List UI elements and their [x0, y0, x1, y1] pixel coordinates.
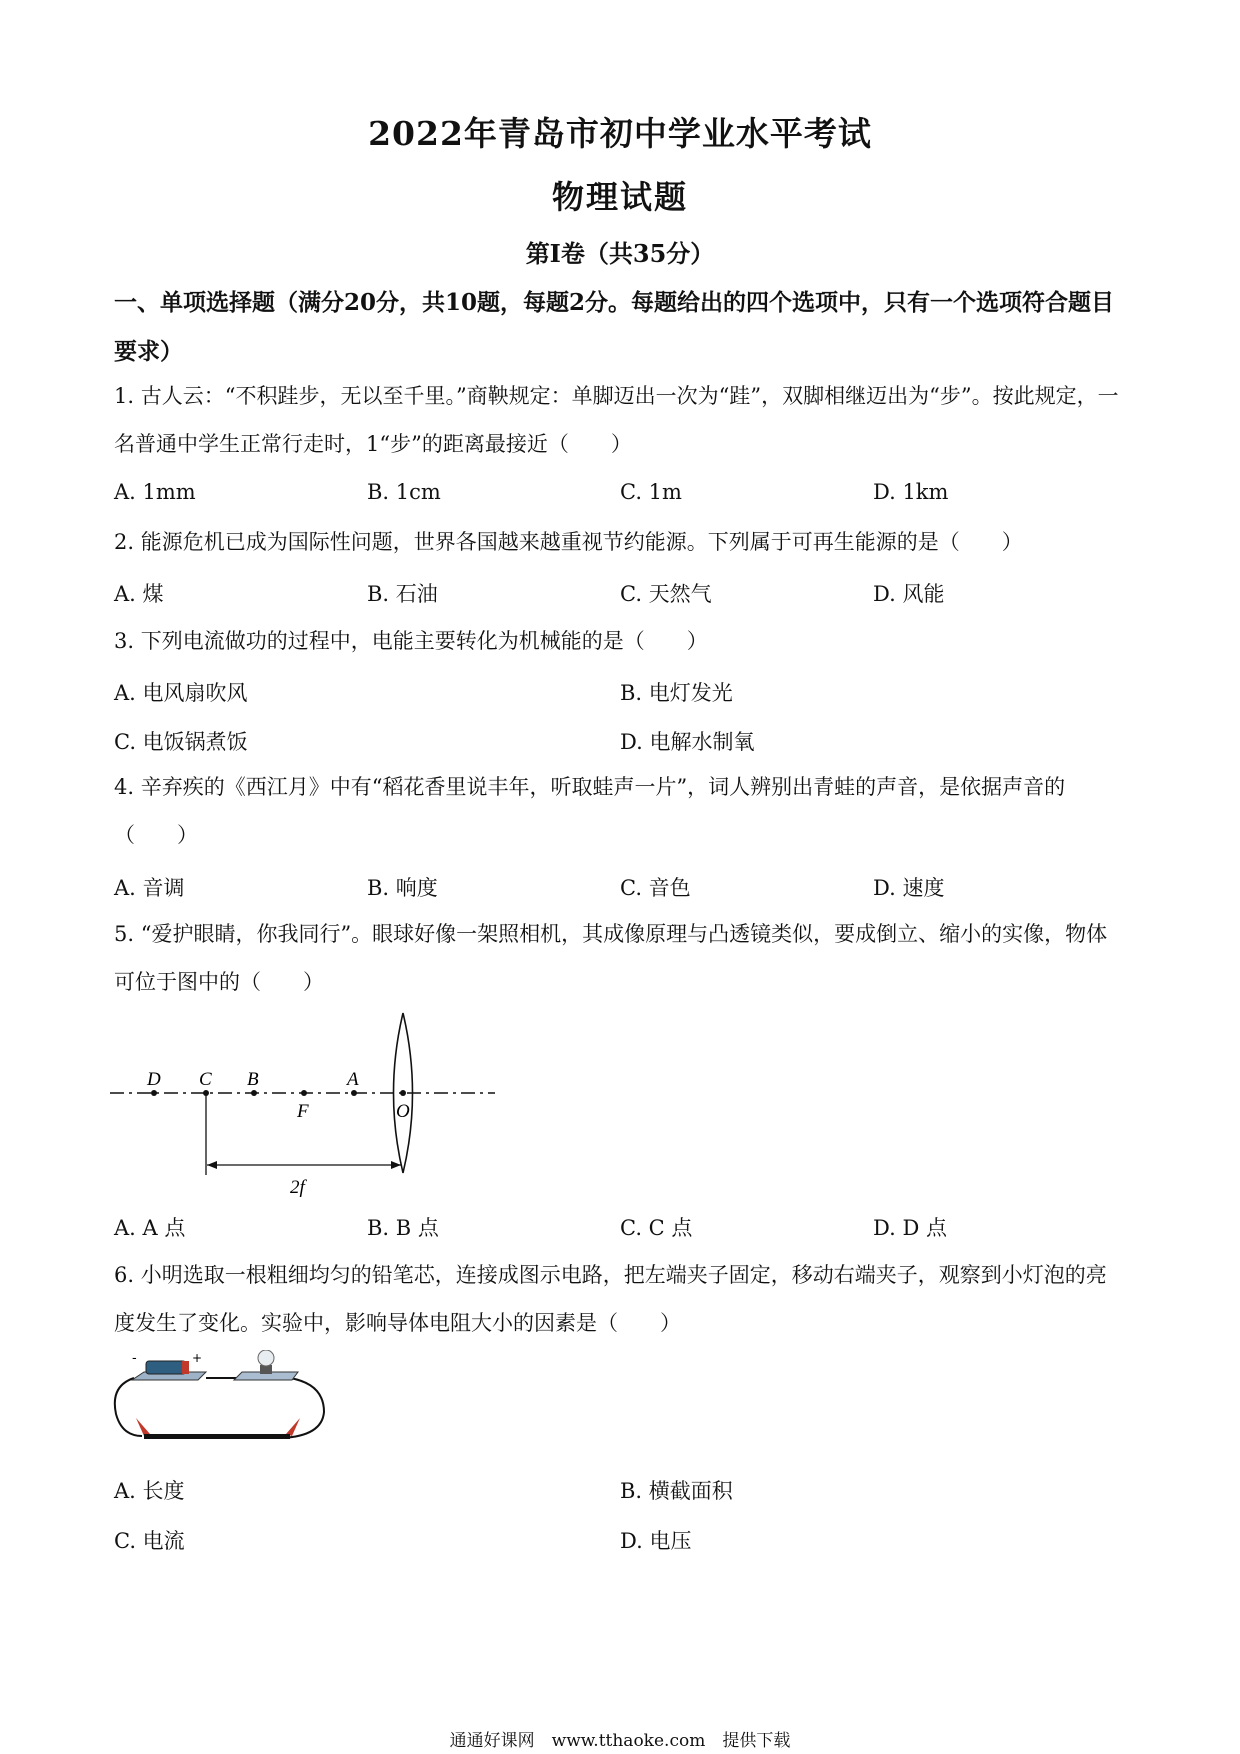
label-d: D — [147, 1069, 161, 1090]
option-a: A. 1mm — [114, 480, 196, 504]
question-5-stem: 5. “爱护眼睛，你我同行”。眼球好像一架照相机，其成像原理与凸透镜类似，要成倒立、缩小的实像，物体可位于图中的（ ） — [114, 922, 1108, 994]
point-o — [400, 1090, 406, 1096]
question-3-options-row1 — [114, 677, 1124, 717]
option-b: B. B 点 — [367, 1216, 439, 1240]
question-4-stem: 4. 辛弃疾的《西江月》中有“稻花香里说丰年，听取蛙声一片”，词人辨别出青蛙的声音，是依据声音的（ ） — [114, 775, 1066, 847]
left-wire — [115, 1378, 142, 1436]
footer-watermark: 通通好课网 www.tthaoke.com 提供下载 — [449, 1731, 791, 1751]
option-a: A. 煤 — [114, 582, 164, 606]
option-d: D. 电压 — [620, 1529, 692, 1553]
question-6-options-row2 — [114, 1525, 1124, 1565]
option-c: C. 电流 — [114, 1529, 185, 1553]
question-6-options-row1 — [114, 1475, 1124, 1515]
question-2-options — [114, 578, 1124, 618]
option-c: C. C 点 — [620, 1216, 693, 1240]
option-b: B. 横截面积 — [620, 1479, 733, 1503]
question-6-stem: 6. 小明选取一根粗细均匀的铅笔芯，连接成图示电路，把左端夹子固定，移动右端夹子，观察到小灯泡的亮度发生了变化。实验中，影响导体电阻大小的因素是（ ） — [114, 1263, 1107, 1335]
question-3-stem: 3. 下列电流做功的过程中，电能主要转化为机械能的是（ ） — [114, 629, 708, 653]
question-3-options-row2 — [114, 726, 1124, 766]
section-heading: 一、单项选择题（满分20分，共10题，每题2分。每题给出的四个选项中，只有一个选项符合题目要求） — [114, 289, 1115, 365]
option-b: B. 响度 — [367, 876, 438, 900]
bulb-icon — [258, 1350, 274, 1366]
option-a: A. A 点 — [114, 1216, 186, 1240]
battery-cell — [146, 1361, 186, 1374]
label-f: F — [297, 1101, 309, 1122]
label-c: C — [199, 1069, 212, 1090]
pencil-lead-circuit-figure — [110, 1350, 340, 1460]
question-5-options — [114, 1212, 1124, 1252]
option-a: A. 电风扇吹风 — [114, 681, 248, 705]
volume-heading: 第Ⅰ卷（共35分） — [525, 239, 715, 268]
option-b: B. 石油 — [367, 582, 438, 606]
option-d: D. D 点 — [873, 1216, 947, 1240]
exam-subtitle: 物理试题 — [551, 178, 688, 216]
left-clip — [136, 1418, 150, 1436]
option-d: D. 电解水制氧 — [620, 730, 755, 754]
option-d: D. 速度 — [873, 876, 945, 900]
option-c: C. 1m — [620, 480, 682, 504]
option-d: D. 风能 — [873, 582, 945, 606]
option-a: A. 长度 — [114, 1479, 185, 1503]
right-clip — [286, 1418, 300, 1436]
option-a: A. 音调 — [114, 876, 185, 900]
plus-label: + — [192, 1351, 203, 1365]
option-c: C. 天然气 — [620, 582, 712, 606]
exam-title: 2022年青岛市初中学业水平考试 — [368, 114, 872, 153]
point-b — [251, 1090, 257, 1096]
question-1-options — [114, 480, 1124, 520]
distance-label: 2f — [290, 1177, 305, 1198]
arrow-left-head — [207, 1161, 217, 1169]
label-a: A — [347, 1069, 359, 1090]
battery-cap — [182, 1361, 189, 1374]
option-c: C. 电饭锅煮饭 — [114, 730, 248, 754]
point-a — [351, 1090, 357, 1096]
option-c: C. 音色 — [620, 876, 691, 900]
label-o: O — [396, 1101, 410, 1122]
minus-label: - — [132, 1351, 137, 1366]
option-b: B. 电灯发光 — [620, 681, 733, 705]
pencil-lead — [144, 1434, 290, 1439]
arrow-right-head — [391, 1161, 401, 1169]
question-4-options — [114, 872, 1124, 912]
convex-lens-figure — [110, 1005, 510, 1205]
option-d: D. 1km — [873, 480, 949, 504]
option-b: B. 1cm — [367, 480, 441, 504]
point-d — [151, 1090, 157, 1096]
question-1-stem: 1. 古人云：“不积跬步，无以至千里。”商鞅规定：单脚迈出一次为“跬”，双脚相继迈出为“步”。按此规定，一名普通中学生正常行走时，1“步”的距离最接近（ ） — [114, 384, 1119, 456]
right-wire — [282, 1378, 324, 1438]
label-b: B — [247, 1069, 259, 1090]
point-f — [301, 1090, 307, 1096]
question-2-stem: 2. 能源危机已成为国际性问题，世界各国越来越重视节约能源。下列属于可再生能源的是（ ） — [114, 530, 1023, 554]
